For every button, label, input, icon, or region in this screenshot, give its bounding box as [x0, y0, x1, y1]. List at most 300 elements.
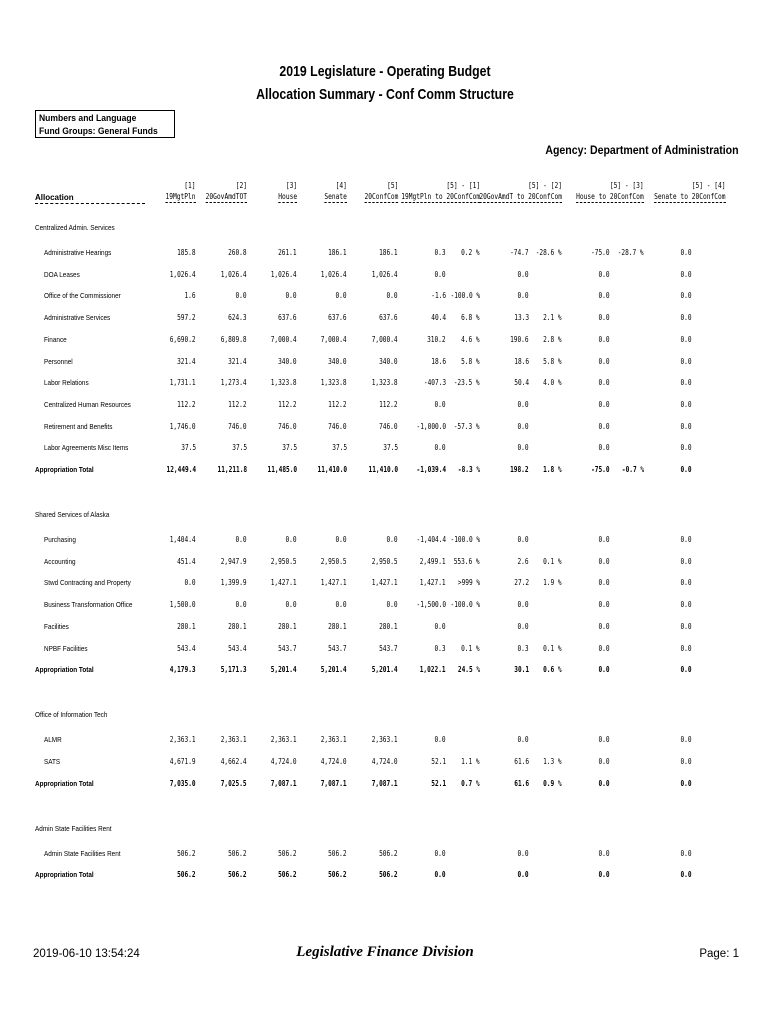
- diff-cell: 0.0: [598, 621, 610, 631]
- value-cell: 340.0: [328, 356, 347, 366]
- value-cell: 7,000.4: [372, 334, 398, 344]
- value-cell: 280.1: [379, 621, 398, 631]
- value-cell: 1,399.9: [221, 578, 247, 588]
- column-index: [3]: [285, 181, 297, 190]
- value-cell: 506.2: [278, 848, 297, 858]
- value-cell: 4,662.4: [221, 756, 247, 766]
- column-header: [206, 180, 247, 203]
- value-cell: 112.2: [278, 399, 297, 409]
- diff-cell: 0.3: [434, 248, 446, 257]
- table-row: [0, 578, 770, 590]
- value-cell: 6,809.8: [221, 334, 247, 344]
- column-index: [1]: [184, 181, 196, 190]
- diff-cell: 0.0: [598, 778, 610, 788]
- value-cell: 624.3: [228, 313, 247, 323]
- column-index: [5] - [2]: [528, 181, 562, 190]
- row-label: Administrative Services: [44, 313, 111, 323]
- column-index: [5] - [1]: [446, 181, 480, 190]
- percent-cell: 4.6 %: [461, 334, 480, 344]
- percent-cell: 1.9 %: [543, 578, 562, 588]
- value-cell: 1,026.4: [321, 269, 347, 279]
- diff-cell: 0.0: [680, 756, 692, 766]
- filter-box: [35, 110, 175, 138]
- diff-cell: 0.0: [598, 535, 610, 544]
- value-cell: 1,500.0: [170, 600, 196, 610]
- section-label: Office of Information Tech: [35, 710, 108, 720]
- column-header: [324, 180, 347, 203]
- diff-cell: 0.0: [680, 248, 692, 257]
- percent-cell: 1.3 %: [543, 756, 562, 766]
- diff-cell: 1,022.1: [420, 665, 446, 675]
- row-label: Administrative Hearings: [44, 248, 112, 257]
- percent-cell: 2.1 %: [543, 313, 562, 323]
- column-index: [5]: [386, 181, 398, 190]
- value-cell: 1,026.4: [221, 269, 247, 279]
- diff-cell: 0.0: [680, 378, 692, 388]
- section-label: Shared Services of Alaska: [35, 510, 110, 519]
- column-header: [401, 180, 480, 203]
- row-label: NPBF Facilities: [44, 643, 88, 653]
- value-cell: 2,947.9: [221, 556, 247, 566]
- value-cell: 340.0: [379, 356, 398, 366]
- value-cell: 2,363.1: [221, 735, 247, 745]
- value-cell: 37.5: [383, 443, 398, 453]
- table-row: [0, 291, 770, 303]
- diff-cell: 0.0: [434, 269, 446, 279]
- diff-cell: 0.0: [598, 665, 610, 675]
- row-label: DOA Leases: [44, 269, 80, 279]
- value-cell: 321.4: [177, 356, 196, 366]
- value-cell: 1,323.8: [372, 378, 398, 388]
- value-cell: 186.1: [328, 248, 347, 257]
- value-cell: 7,025.5: [221, 778, 247, 788]
- value-cell: 11,485.0: [267, 465, 297, 474]
- column-name: 19MgtPln to 20ConfCom: [401, 192, 480, 201]
- percent-cell: 0.2 %: [461, 248, 480, 257]
- row-label: Appropriation Total: [35, 870, 94, 880]
- table-row: [0, 535, 770, 547]
- value-cell: 37.5: [181, 443, 196, 453]
- report-title: 2019 Legislature - Operating Budget: [279, 63, 491, 80]
- filter-line-1: Numbers and Language: [39, 113, 137, 124]
- diff-cell: 0.0: [434, 870, 446, 880]
- value-cell: 746.0: [278, 421, 297, 431]
- percent-cell: 0.6 %: [543, 665, 562, 675]
- value-cell: 7,087.1: [271, 778, 297, 788]
- row-label: Business Transformation Office: [44, 600, 133, 610]
- value-cell: 1,404.4: [170, 535, 196, 544]
- percent-cell: 5.8 %: [461, 356, 480, 366]
- percent-cell: 1.8 %: [543, 465, 562, 474]
- value-cell: 637.6: [328, 313, 347, 323]
- table-row: [0, 248, 770, 260]
- value-cell: 543.7: [379, 643, 398, 653]
- row-label: Admin State Facilities Rent: [44, 848, 121, 858]
- table-row: [0, 644, 770, 656]
- table-row: [0, 443, 770, 455]
- value-cell: 0.0: [235, 291, 247, 301]
- row-label: Personnel: [44, 356, 73, 366]
- diff-cell: 18.6: [514, 356, 529, 366]
- column-name: House: [278, 192, 297, 201]
- value-cell: 4,724.0: [271, 756, 297, 766]
- diff-cell: 0.0: [598, 356, 610, 366]
- column-name: 20GovAmdTOT: [205, 192, 247, 201]
- table-row: [0, 400, 770, 412]
- table-row: [0, 600, 770, 612]
- value-cell: 543.4: [228, 643, 247, 653]
- diff-cell: 0.0: [680, 870, 692, 880]
- diff-cell: 40.4: [431, 313, 446, 323]
- percent-cell: 0.1 %: [461, 643, 480, 653]
- diff-cell: -1.6: [431, 291, 446, 301]
- value-cell: 11,211.8: [217, 465, 247, 474]
- footer-division: Legislative Finance Division: [296, 944, 474, 960]
- diff-cell: 0.0: [680, 735, 692, 745]
- total-row: [0, 870, 770, 882]
- value-cell: 1,026.4: [271, 269, 297, 279]
- value-cell: 112.2: [328, 399, 347, 409]
- value-cell: 0.0: [386, 600, 398, 610]
- diff-cell: 0.0: [680, 778, 692, 788]
- diff-cell: 0.0: [598, 443, 610, 453]
- diff-cell: 0.0: [598, 556, 610, 566]
- value-cell: 112.2: [379, 399, 398, 409]
- diff-cell: 0.3: [517, 643, 529, 653]
- section-label: Centralized Admin. Services: [35, 223, 115, 232]
- diff-cell: 2.6: [517, 556, 529, 566]
- percent-cell: -100.0 %: [450, 535, 480, 544]
- report-subtitle: Allocation Summary - Conf Comm Structure: [256, 86, 514, 103]
- diff-cell: 0.0: [680, 465, 692, 474]
- value-cell: 543.4: [177, 643, 196, 653]
- table-row: [0, 313, 770, 325]
- value-cell: 5,201.4: [321, 665, 347, 675]
- diff-cell: 0.3: [434, 643, 446, 653]
- value-cell: 0.0: [285, 291, 297, 301]
- percent-cell: 0.1 %: [543, 643, 562, 653]
- diff-cell: 61.6: [514, 778, 529, 788]
- diff-cell: 0.0: [680, 600, 692, 610]
- footer-timestamp: 2019-06-10 13:54:24: [33, 948, 140, 960]
- value-cell: 506.2: [228, 870, 247, 880]
- diff-cell: 310.2: [427, 334, 446, 344]
- diff-cell: 0.0: [598, 848, 610, 858]
- value-cell: 321.4: [228, 356, 247, 366]
- table-row: [0, 378, 770, 390]
- percent-cell: 0.7 %: [461, 778, 480, 788]
- column-name: Senate: [324, 192, 347, 201]
- value-cell: 340.0: [278, 356, 297, 366]
- value-cell: 1,427.1: [321, 578, 347, 588]
- percent-cell: -57.3 %: [454, 421, 480, 431]
- value-cell: 746.0: [379, 421, 398, 431]
- table-row: [0, 622, 770, 634]
- section-header-row: [0, 710, 770, 722]
- diff-cell: 0.0: [434, 735, 446, 745]
- diff-cell: -1,500.0: [416, 600, 446, 610]
- value-cell: 0.0: [335, 291, 347, 301]
- value-cell: 37.5: [332, 443, 347, 453]
- value-cell: 597.2: [177, 313, 196, 323]
- column-header: [655, 180, 726, 203]
- value-cell: 1,746.0: [170, 421, 196, 431]
- value-cell: 185.8: [177, 248, 196, 257]
- column-name: 20GovAmdT to 20ConfCom: [479, 192, 562, 201]
- value-cell: 506.2: [328, 848, 347, 858]
- diff-cell: 0.0: [434, 621, 446, 631]
- diff-cell: 0.0: [598, 269, 610, 279]
- total-row: [0, 465, 770, 477]
- column-index: [5] - [3]: [610, 181, 644, 190]
- value-cell: 1,026.4: [170, 269, 196, 279]
- diff-cell: 0.0: [598, 600, 610, 610]
- diff-cell: 2,499.1: [420, 556, 446, 566]
- percent-cell: 6.8 %: [461, 313, 480, 323]
- diff-cell: 0.0: [517, 870, 529, 880]
- value-cell: 37.5: [232, 443, 247, 453]
- table-row: [0, 849, 770, 861]
- diff-cell: -75.0: [591, 248, 610, 257]
- allocation-underline: [35, 203, 145, 204]
- diff-cell: 0.0: [680, 356, 692, 366]
- diff-cell: -74.7: [510, 248, 529, 257]
- diff-cell: 0.0: [517, 269, 529, 279]
- diff-cell: 0.0: [598, 578, 610, 588]
- agency-label: Agency: Department of Administration: [545, 143, 739, 157]
- value-cell: 506.2: [228, 848, 247, 858]
- percent-cell: -23.5 %: [454, 378, 480, 388]
- diff-cell: 0.0: [680, 313, 692, 323]
- percent-cell: 5.8 %: [543, 356, 562, 366]
- diff-cell: 0.0: [598, 756, 610, 766]
- value-cell: 7,087.1: [372, 778, 398, 788]
- percent-cell: 1.1 %: [461, 756, 480, 766]
- value-cell: 1,273.4: [221, 378, 247, 388]
- diff-cell: 0.0: [680, 443, 692, 453]
- row-label: Office of the Commissioner: [44, 291, 121, 301]
- diff-cell: 0.0: [680, 643, 692, 653]
- diff-cell: 0.0: [598, 643, 610, 653]
- column-name: 20ConfCom: [364, 192, 398, 201]
- value-cell: 280.1: [278, 621, 297, 631]
- column-header: [576, 180, 644, 203]
- table-row: [0, 557, 770, 569]
- value-cell: 280.1: [228, 621, 247, 631]
- diff-cell: 0.0: [434, 443, 446, 453]
- row-label: Purchasing: [44, 535, 76, 544]
- percent-cell: -8.3 %: [457, 465, 480, 474]
- value-cell: 2,363.1: [271, 735, 297, 745]
- diff-cell: 0.0: [598, 399, 610, 409]
- diff-cell: 0.0: [680, 556, 692, 566]
- value-cell: 0.0: [285, 600, 297, 610]
- diff-cell: -407.3: [423, 378, 446, 388]
- value-cell: 1,731.1: [170, 378, 196, 388]
- column-index: [2]: [235, 181, 247, 190]
- diff-cell: 0.0: [517, 291, 529, 301]
- percent-cell: 2.8 %: [543, 334, 562, 344]
- value-cell: 0.0: [235, 535, 247, 544]
- diff-cell: 0.0: [680, 665, 692, 675]
- percent-cell: >999 %: [457, 578, 480, 588]
- value-cell: 5,201.4: [271, 665, 297, 675]
- diff-cell: 0.0: [517, 848, 529, 858]
- diff-cell: 0.0: [517, 621, 529, 631]
- value-cell: 637.6: [278, 313, 297, 323]
- diff-cell: 0.0: [434, 399, 446, 409]
- diff-cell: 1,427.1: [420, 578, 446, 588]
- diff-cell: 0.0: [598, 291, 610, 301]
- value-cell: 2,363.1: [170, 735, 196, 745]
- value-cell: 1,323.8: [271, 378, 297, 388]
- table-row: [0, 757, 770, 769]
- value-cell: 11,410.0: [317, 465, 347, 474]
- value-cell: 260.8: [228, 248, 247, 257]
- value-cell: 0.0: [184, 578, 196, 588]
- column-header: [278, 180, 297, 203]
- diff-cell: 0.0: [434, 848, 446, 858]
- percent-cell: 0.9 %: [543, 778, 562, 788]
- percent-cell: 0.1 %: [543, 556, 562, 566]
- value-cell: 451.4: [177, 556, 196, 566]
- diff-cell: 0.0: [680, 578, 692, 588]
- value-cell: 4,724.0: [321, 756, 347, 766]
- diff-cell: 0.0: [517, 600, 529, 610]
- value-cell: 7,087.1: [321, 778, 347, 788]
- value-cell: 4,179.3: [170, 665, 196, 675]
- value-cell: 2,950.5: [271, 556, 297, 566]
- percent-cell: -0.7 %: [621, 465, 644, 474]
- percent-cell: 4.0 %: [543, 378, 562, 388]
- row-label: Appropriation Total: [35, 778, 94, 788]
- value-cell: 0.0: [335, 600, 347, 610]
- row-label: SATS: [44, 756, 61, 766]
- section-label: Admin State Facilities Rent: [35, 823, 112, 833]
- value-cell: 0.0: [386, 291, 398, 301]
- total-row: [0, 665, 770, 677]
- diff-cell: 0.0: [598, 334, 610, 344]
- column-name: House to 20ConfCom: [576, 192, 644, 201]
- row-label: Appropriation Total: [35, 465, 94, 474]
- diff-cell: 52.1: [431, 778, 446, 788]
- table-row: [0, 357, 770, 369]
- diff-cell: 27.2: [514, 578, 529, 588]
- value-cell: 0.0: [386, 535, 398, 544]
- percent-cell: 24.5 %: [457, 665, 480, 675]
- section-header-row: [0, 223, 770, 235]
- value-cell: 506.2: [379, 848, 398, 858]
- diff-cell: 52.1: [431, 756, 446, 766]
- value-cell: 746.0: [328, 421, 347, 431]
- diff-cell: 0.0: [680, 269, 692, 279]
- section-header-row: [0, 824, 770, 836]
- diff-cell: -1,404.4: [416, 535, 446, 544]
- diff-cell: 198.2: [510, 465, 529, 474]
- value-cell: 12,449.4: [166, 465, 196, 474]
- value-cell: 746.0: [228, 421, 247, 431]
- row-label: Retirement and Benefits: [44, 421, 113, 431]
- diff-cell: 18.6: [431, 356, 446, 366]
- diff-cell: -1,000.0: [416, 421, 446, 431]
- diff-cell: 0.0: [517, 399, 529, 409]
- value-cell: 0.0: [335, 535, 347, 544]
- value-cell: 7,000.4: [321, 334, 347, 344]
- diff-cell: 50.4: [514, 378, 529, 388]
- value-cell: 4,671.9: [170, 756, 196, 766]
- value-cell: 506.2: [379, 870, 398, 880]
- diff-cell: 0.0: [680, 421, 692, 431]
- value-cell: 506.2: [328, 870, 347, 880]
- value-cell: 1.6: [184, 291, 196, 301]
- row-label: Accounting: [44, 556, 76, 566]
- diff-cell: 0.0: [517, 735, 529, 745]
- row-label: ALMR: [44, 735, 62, 745]
- diff-cell: 0.0: [680, 848, 692, 858]
- value-cell: 280.1: [328, 621, 347, 631]
- table-row: [0, 335, 770, 347]
- diff-cell: 0.0: [680, 291, 692, 301]
- value-cell: 1,427.1: [372, 578, 398, 588]
- row-label: Centralized Human Resources: [44, 399, 131, 409]
- diff-cell: 0.0: [517, 535, 529, 544]
- diff-cell: 0.0: [598, 378, 610, 388]
- value-cell: 5,201.4: [372, 665, 398, 675]
- value-cell: 0.0: [285, 535, 297, 544]
- percent-cell: -28.7 %: [618, 248, 644, 257]
- diff-cell: 61.6: [514, 756, 529, 766]
- value-cell: 506.2: [177, 870, 196, 880]
- column-index: [4]: [335, 181, 347, 190]
- value-cell: 112.2: [228, 399, 247, 409]
- diff-cell: 0.0: [517, 421, 529, 431]
- value-cell: 543.7: [328, 643, 347, 653]
- diff-cell: 0.0: [598, 735, 610, 745]
- filter-line-2: Fund Groups: General Funds: [39, 126, 158, 137]
- value-cell: 7,000.4: [271, 334, 297, 344]
- column-name: Senate to 20ConfCom: [654, 192, 726, 201]
- value-cell: 506.2: [278, 870, 297, 880]
- row-label: Stwd Contracting and Property: [44, 578, 131, 588]
- column-name: 19MgtPln: [165, 192, 196, 201]
- percent-cell: -100.0 %: [450, 291, 480, 301]
- percent-cell: 553.6 %: [454, 556, 480, 566]
- row-label: Finance: [44, 334, 67, 344]
- value-cell: 261.1: [278, 248, 297, 257]
- value-cell: 37.5: [282, 443, 297, 453]
- percent-cell: -28.6 %: [536, 248, 562, 257]
- value-cell: 4,724.0: [372, 756, 398, 766]
- diff-cell: 30.1: [514, 665, 529, 675]
- diff-cell: 0.0: [517, 443, 529, 453]
- row-label: Appropriation Total: [35, 665, 94, 675]
- value-cell: 2,363.1: [372, 735, 398, 745]
- footer-page-number: Page: 1: [699, 948, 739, 960]
- column-header: [479, 180, 562, 203]
- value-cell: 280.1: [177, 621, 196, 631]
- value-cell: 506.2: [177, 848, 196, 858]
- value-cell: 637.6: [379, 313, 398, 323]
- allocation-column-header: Allocation: [35, 193, 74, 202]
- diff-cell: 0.0: [598, 313, 610, 323]
- value-cell: 1,026.4: [372, 269, 398, 279]
- row-label: Labor Agreements Misc Items: [44, 443, 129, 453]
- table-row: [0, 422, 770, 434]
- table-row: [0, 735, 770, 747]
- value-cell: 11,410.0: [368, 465, 398, 474]
- column-index: [5] - [4]: [692, 181, 726, 190]
- diff-cell: 0.0: [680, 535, 692, 544]
